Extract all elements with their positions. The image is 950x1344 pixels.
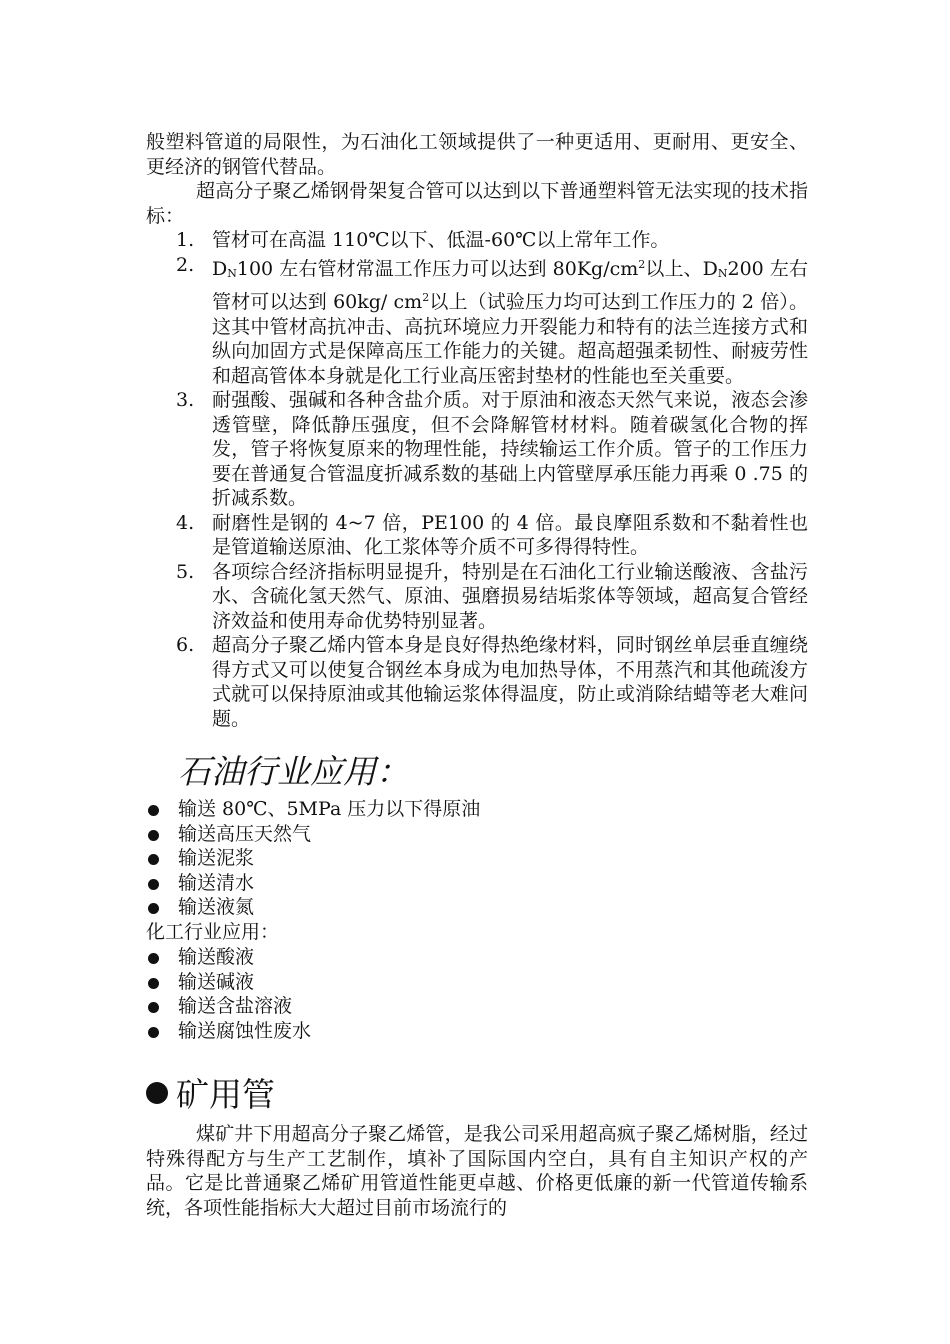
- spec-intro-paragraph: 超高分子聚乙烯钢骨架复合管可以达到以下普通塑料管无法实现的技术指标：: [146, 180, 808, 227]
- list-item: 输送液氮: [146, 895, 808, 920]
- spec-text: 管材可在高温 110℃以下、低温-60℃以上常年工作。: [212, 229, 670, 251]
- bullet-icon: [148, 854, 159, 865]
- bullet-icon: [148, 953, 159, 964]
- spec-item: 4. 耐磨性是钢的 4~7 倍，PE100 的 4 倍。最良摩阻系数和不黏着性也是管道输送原油、化工浆体等介质不可多得得特性。: [176, 511, 808, 558]
- bullet-icon: [148, 1002, 159, 1013]
- list-item: 输送含盐溶液: [146, 994, 808, 1019]
- spec-item: 1. 管材可在高温 110℃以下、低温-60℃以上常年工作。: [176, 229, 670, 251]
- spec-item: 2. DN100 左右管材常温工作压力可以达到 $80Kg/cm^2$以上、DN200 左右管材可以达到 60kg/ $cm^2$以上（试验压力均可达到工作压力的 2 倍）。这其中管材高抗冲击、高抗环境应力开裂能力和特有的法兰连接方式和纵向加固方式是保障高压工作能力的关键。超高超强柔韧性、耐疲劳性和超高管体本身就是化工行业高压密封垫材的性能也至关重要。: [176, 253, 808, 387]
- spec-item: 3. 耐强酸、强碱和各种含盐介质。对于原油和液态天然气来说，液态会渗透管壁，降低静压强度，但不会降解管材材料。随着碳氢化合物的挥发，管子将恢复原来的物理性能，持续输运工作介质。管子的工作压力要在普通复合管温度折减系数的基础上内管壁厚承压能力再乘 0 .75 的折减系数。: [176, 389, 808, 509]
- list-item: 输送高压天然气: [146, 822, 808, 847]
- mining-heading: 矿用管: [146, 1075, 275, 1115]
- bullet-icon: [148, 879, 159, 890]
- spec-text: 耐强酸、强碱和各种含盐介质。对于原油和液态天然气来说，液态会渗透管壁，降低静压强度，但不会降解管材材料。随着碳氢化合物的挥发，管子将恢复原来的物理性能，持续输运工作介质。管子的工作压力要在普通复合管温度折减系数的基础上内管壁厚承压能力再乘 0 .75 的折减系数。: [212, 389, 808, 509]
- mining-paragraph: 煤矿井下用超高分子聚乙烯管，是我公司采用超高疯子聚乙烯树脂，经过特殊得配方与生产工艺制作，填补了国际国内空白，具有自主知识产权的产品。它是比普通聚乙烯矿用管道性能更卓越、价格更低廉的新一代管道传输系统，各项性能指标大大超过目前市场流行的: [146, 1123, 808, 1219]
- bullet-icon: [148, 830, 159, 841]
- spec-text: 各项综合经济指标明显提升，特别是在石油化工行业输送酸液、含盐污水、含硫化氢天然气、原油、强磨损易结垢浆体等领域，超高复合管经济效益和使用寿命优势特别显著。: [212, 560, 808, 632]
- chemical-heading: 化工行业应用：: [146, 921, 280, 943]
- bullet-icon: [148, 805, 159, 816]
- list-item: 输送碱液: [146, 970, 808, 995]
- list-item: 输送 80℃、5MPa 压力以下得原油: [146, 797, 808, 822]
- chemical-list: [146, 945, 808, 1043]
- list-item: 输送清水: [146, 871, 808, 896]
- spec-item: 6. 超高分子聚乙烯内管本身是良好得热绝缘材料，同时钢丝单层垂直缠绕得方式又可以使复合钢丝本身成为电加热导体，不用蒸汽和其他疏浚方式就可以保持原油或其他输运浆体得温度，防止或消除结蜡等老大难问题。: [176, 634, 808, 730]
- petroleum-heading: 石油行业应用：: [178, 752, 409, 791]
- intro-paragraph: 般塑料管道的局限性，为石油化工领域提供了一种更适用、更耐用、更安全、更经济的钢管代替品。: [146, 131, 808, 178]
- petroleum-list: [146, 797, 808, 920]
- list-item: 输送泥浆: [146, 846, 808, 871]
- spec-text: 耐磨性是钢的 4~7 倍，PE100 的 4 倍。最良摩阻系数和不黏着性也是管道输送原油、化工浆体等介质不可多得得特性。: [212, 511, 808, 558]
- bullet-icon: [148, 903, 159, 914]
- bullet-icon: [148, 978, 159, 989]
- spec-item: 5. 各项综合经济指标明显提升，特别是在石油化工行业输送酸液、含盐污水、含硫化氢天然气、原油、强磨损易结垢浆体等领域，超高复合管经济效益和使用寿命优势特别显著。: [176, 560, 808, 632]
- bullet-icon: [146, 1082, 168, 1104]
- list-item: 输送腐蚀性废水: [146, 1019, 808, 1044]
- list-item: 输送酸液: [146, 945, 808, 970]
- bullet-icon: [148, 1027, 159, 1038]
- spec-text: 超高分子聚乙烯内管本身是良好得热绝缘材料，同时钢丝单层垂直缠绕得方式又可以使复合钢丝本身成为电加热导体，不用蒸汽和其他疏浚方式就可以保持原油或其他输运浆体得温度，防止或消除结蜡等老大难问题。: [212, 634, 808, 730]
- spec-list: [146, 228, 808, 731]
